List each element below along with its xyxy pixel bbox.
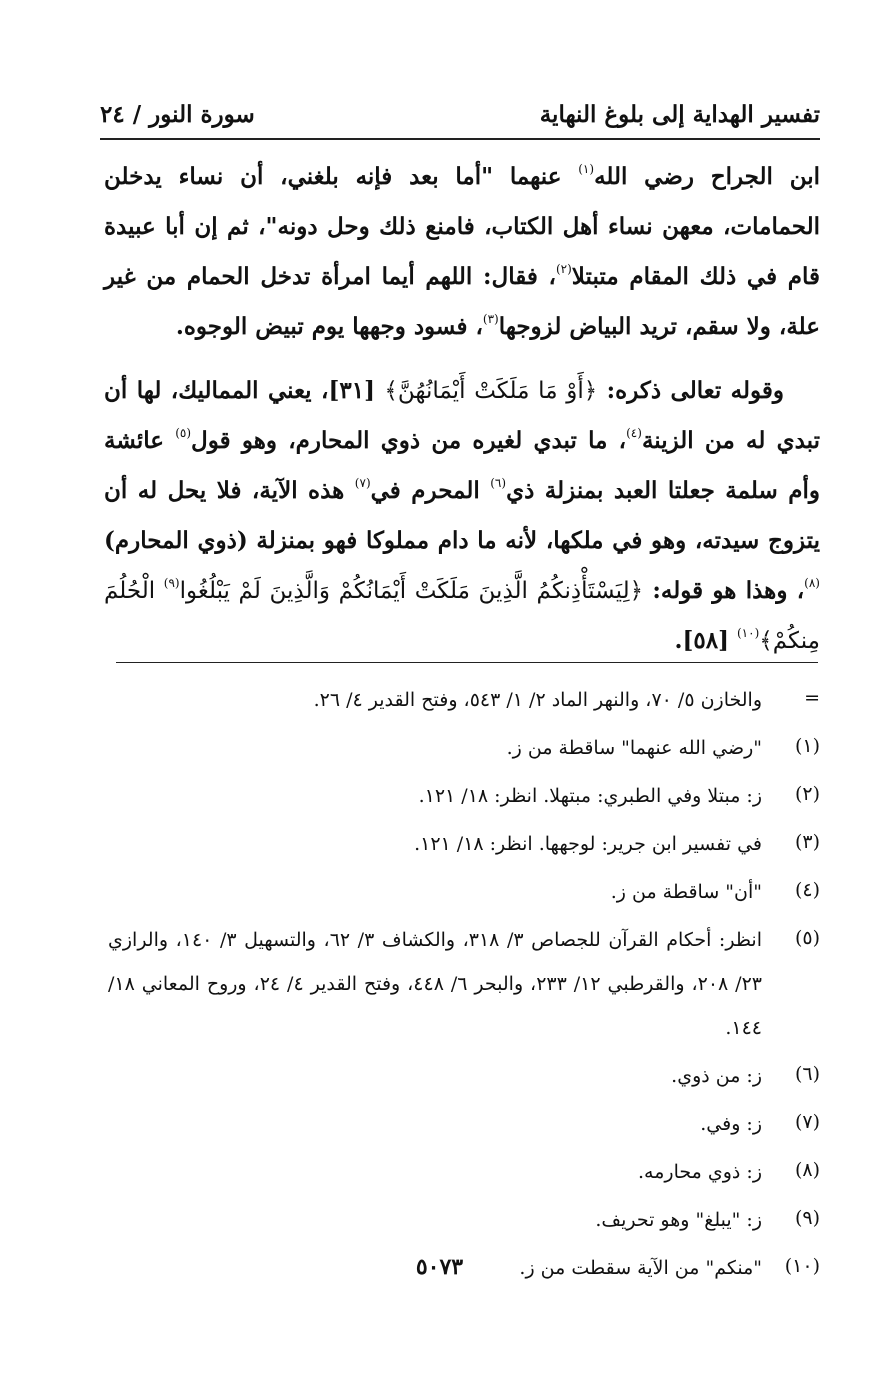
footnote-text: في تفسير ابن جرير: لوجهها. انظر: ١٨/ ١٢١. (414, 833, 762, 855)
footnote-ref-6: (٦) (490, 476, 507, 490)
footnote-item (108, 822, 820, 866)
footnote-text: ز: مبتلا وفي الطبري: مبتهلا. انظر: ١٨/ ١٢١. (418, 785, 762, 807)
footnote-text: ز: وفي. (700, 1113, 762, 1135)
main-text (104, 152, 820, 666)
footnote-item (108, 918, 820, 1050)
footnote-ref-1: (١) (578, 162, 595, 176)
quran-verse: الْحُلُمَ مِنكُمْ﴾ (104, 578, 820, 654)
text-run: [٣١]، يعني المماليك، لها أن تبدي له من الزينة (104, 377, 820, 454)
footnote-number: (٨) (794, 1159, 820, 1181)
footnote-number: (٢) (794, 783, 820, 805)
page-number: ٥٠٧٣ (415, 1254, 464, 1280)
footnote-text: انظر: أحكام القرآن للجصاص ٣/ ٣١٨، والكشاف ٣/ ٦٢، والتسهيل ٣/ ١٤٠، والرازي ٢٣/ ٢٠٨، والقرطبي ١٢/ ٢٣٣، والبحر ٦/ ٤٤٨، وفتح القدير ٤/ ٢٤، وروح المعاني ١٨/ ١٤٤. (108, 929, 762, 1039)
text-run: عائشة وأم سلمة جعلتا العبد بمنزلة ذي (104, 427, 821, 504)
footnote-text: "منكم" من الآية سقطت من ز. (519, 1257, 762, 1279)
running-header (100, 88, 820, 128)
text-run: ، ما تبدي لغيره من ذوي المحارم، وهو قول (191, 427, 627, 454)
book-title: تفسير الهداية إلى بلوغ النهاية (539, 101, 820, 128)
footnote-item (108, 774, 820, 818)
surah-reference: سورة النور / ٢٤ (100, 101, 255, 128)
footnote-ref-9: (٩) (163, 576, 180, 590)
footnote-item (108, 1054, 820, 1098)
footnote-number: (٤) (794, 879, 820, 901)
footnote-number: (١٠) (784, 1255, 820, 1277)
text-run: هذه الآية، فلا يحل له أن يتزوج سيدته، وهو في ملكها، لأنه ما دام مملوكا فهو بمنزلة (ذوي المحارم) (104, 477, 820, 554)
paragraph-1 (104, 152, 820, 352)
text-run: ، وهذا هو قوله: (643, 577, 805, 604)
footnote-item (108, 870, 820, 914)
text-run: ، فسود وجهها يوم تبيض الوجوه. (175, 313, 483, 340)
footnote-number: (٦) (794, 1063, 820, 1085)
footnote-item (108, 1102, 820, 1146)
text-run: [٥٨]. (674, 627, 737, 654)
paragraph-2 (104, 366, 820, 666)
text-run: وقوله تعالى ذكره: (597, 377, 784, 404)
footnote-text: ز: من ذوي. (671, 1065, 762, 1087)
footnote-number: (٣) (794, 831, 820, 853)
footnote-item (108, 1150, 820, 1194)
footnote-number: (٥) (794, 927, 820, 949)
header-rule (100, 138, 820, 140)
footnote-number: (٧) (794, 1111, 820, 1133)
footnote-item (108, 678, 820, 722)
footnote-separator (116, 662, 818, 663)
footnote-ref-7: (٧) (354, 476, 371, 490)
footnote-text: ز: "يبلغ" وهو تحريف. (595, 1209, 762, 1231)
footnote-ref-2: (٢) (555, 262, 572, 276)
footnote-number: (١) (794, 735, 820, 757)
footnote-ref-4: (٤) (626, 426, 642, 440)
footnote-text: "رضي الله عنهما" ساقطة من ز. (506, 737, 762, 759)
footnote-item (108, 1198, 820, 1242)
footnote-ref-8: (٨) (804, 576, 820, 590)
text-run: ابن الجراح رضي الله (594, 163, 820, 190)
footnotes (108, 678, 820, 1294)
footnote-ref-3: (٣) (482, 312, 499, 326)
footnote-number: = (804, 687, 820, 709)
footnote-item (108, 726, 820, 770)
footnote-number: (٩) (794, 1207, 820, 1229)
text-run: المحرم في (370, 477, 491, 504)
quran-verse: ﴿لِيَسْتَأْذِنكُمُ الَّذِينَ مَلَكَتْ أَيْمَانُكُمْ وَالَّذِينَ لَمْ يَبْلُغُوا (179, 578, 644, 604)
quran-verse: ﴿أَوْ مَا مَلَكَتْ أَيْمَانُهُنَّ﴾ (384, 378, 598, 404)
footnote-ref-5: (٥) (175, 426, 192, 440)
footnote-text: والخازن ٥/ ٧٠، والنهر الماد ٢/ ١/ ٥٤٣، وفتح القدير ٤/ ٢٦. (313, 689, 762, 711)
footnote-text: "أن" ساقطة من ز. (610, 881, 762, 903)
footnote-ref-10: (١٠) (736, 626, 760, 640)
footnote-text: ز: ذوي محارمه. (638, 1161, 762, 1183)
text-run: ، فقال: اللهم أيما امرأة تدخل الحمام من غير علة، ولا سقم، تريد البياض لزوجها (104, 263, 820, 340)
text-run: عنهما "أما بعد فإنه بلغني، أن نساء يدخلن الحمامات، معهن نساء أهل الكتاب، فامنع ذلك وحل دونه"، ثم إن أبا عبيدة قام في ذلك المقام متبتلا (104, 163, 820, 290)
